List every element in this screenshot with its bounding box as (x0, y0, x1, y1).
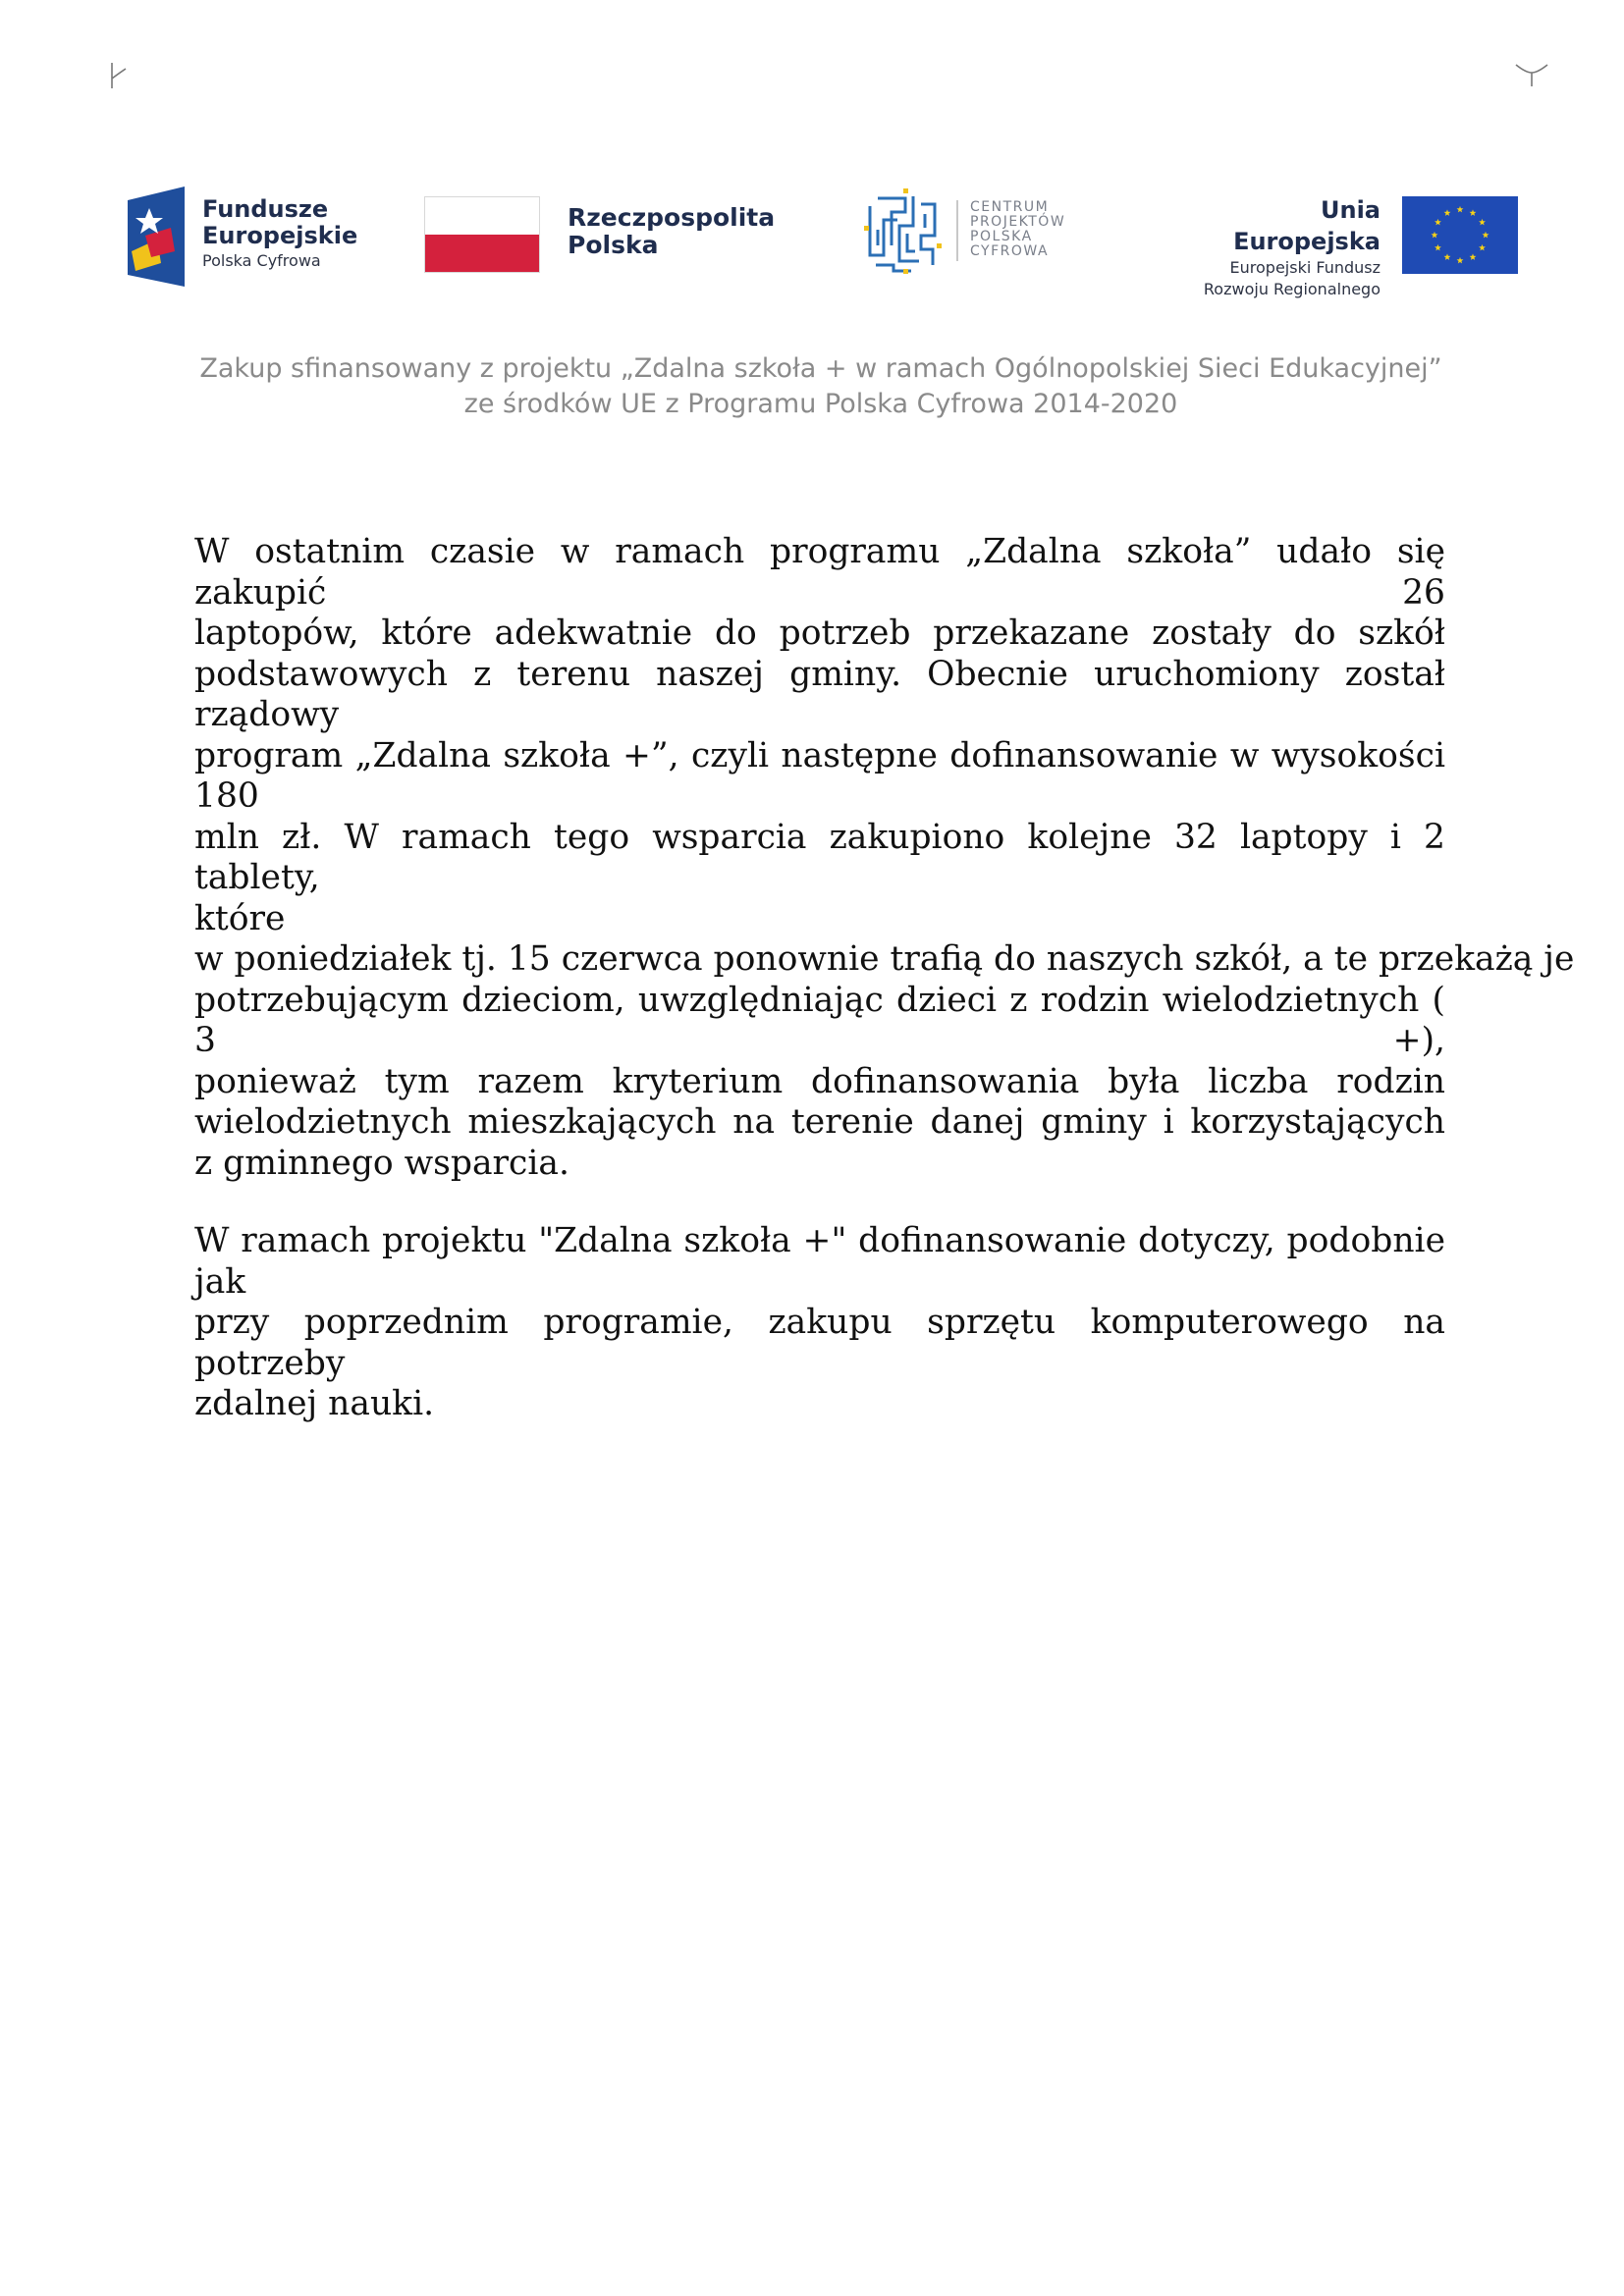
text-line: z gminnego wsparcia. (194, 1143, 569, 1183)
unia-line2: Europejski Fundusz (1229, 258, 1380, 277)
text-line: wielodzietnych mieszkających na terenie danej gminy i korzystających (194, 1102, 1445, 1142)
unia-europejska-logo (1178, 183, 1518, 298)
text-line: ponieważ tym razem kryterium dofinansowania była liczba rodzin (194, 1061, 1445, 1101)
maze-emblem-icon (860, 187, 945, 277)
centrum-line3: POLSKA (970, 229, 1033, 244)
centrum-line4: CYFROWA (970, 243, 1050, 259)
text-line: program „Zdalna szkoła +”, czyli następne dofinansowanie w wysokości 180 (194, 735, 1445, 816)
text-line: podstawowych z terenu naszej gminy. Obecnie uruchomiony został rządowy (194, 654, 1445, 734)
paragraph-2 (194, 1221, 1445, 1425)
fundusze-line2: Europejskie (202, 222, 358, 249)
text-line: przy poprzednim programie, zakupu sprzętu komputerowego na potrzeby (194, 1303, 1445, 1383)
rzeczpospolita-line2: Polska (568, 231, 659, 259)
funding-note-line2: ze środków UE z Programu Polska Cyfrowa 2014-2020 (463, 389, 1178, 419)
text-line: laptopów, które adekwatnie do potrzeb przekazane zostały do szkół (194, 614, 1445, 653)
polish-flag-icon (424, 196, 540, 273)
unia-line3: Rozwoju Regionalnego (1203, 280, 1380, 298)
eu-flag-icon (1402, 196, 1518, 274)
funding-note (124, 351, 1518, 422)
centrum-line1: CENTRUM (970, 199, 1050, 215)
rzeczpospolita-line1: Rzeczpospolita (568, 203, 776, 232)
unia-line1: Unia Europejska (1233, 196, 1380, 255)
fundusze-line1: Fundusze (202, 195, 329, 223)
article-body (194, 532, 1575, 1425)
funding-note-line1: Zakup sfinansowany z projektu „Zdalna szkoła + w ramach Ogólnopolskiej Sieci Edukacyjnej” (199, 353, 1442, 384)
paragraph-1 (194, 532, 1575, 1184)
fundusze-europejskie-emblem-icon (128, 187, 185, 287)
text-line: W ramach projektu "Zdalna szkoła +" dofinansowanie dotyczy, podobnie jak (194, 1221, 1445, 1302)
logo-bar (124, 183, 1518, 298)
rzeczpospolita-polska-logo (424, 183, 778, 291)
fundusze-line3: Polska Cyfrowa (202, 251, 321, 270)
text-line: w poniedziałek tj. 15 czerwca ponownie trafią do naszych szkół, a te przekażą je (194, 939, 1575, 979)
text-line: potrzebującym dzieciom, uwzględniając dzieci z rodzin wielodzietnych ( 3 +), (194, 980, 1445, 1060)
fundusze-europejskie-logo (124, 183, 359, 291)
text-line: które (194, 898, 286, 938)
text-line: W ostatnim czasie w ramach programu „Zdalna szkoła” udało się zakupić 26 (194, 532, 1445, 613)
crop-mark-icon (1512, 55, 1551, 94)
centrum-line2: PROJEKTÓW (970, 214, 1066, 230)
centrum-projektow-logo (860, 183, 1106, 291)
text-line: mln zł. W ramach tego wsparcia zakupiono kolejne 32 laptopy i 2 tablety, (194, 817, 1445, 897)
text-line: zdalnej nauki. (194, 1384, 435, 1423)
crop-mark-icon (102, 55, 141, 94)
